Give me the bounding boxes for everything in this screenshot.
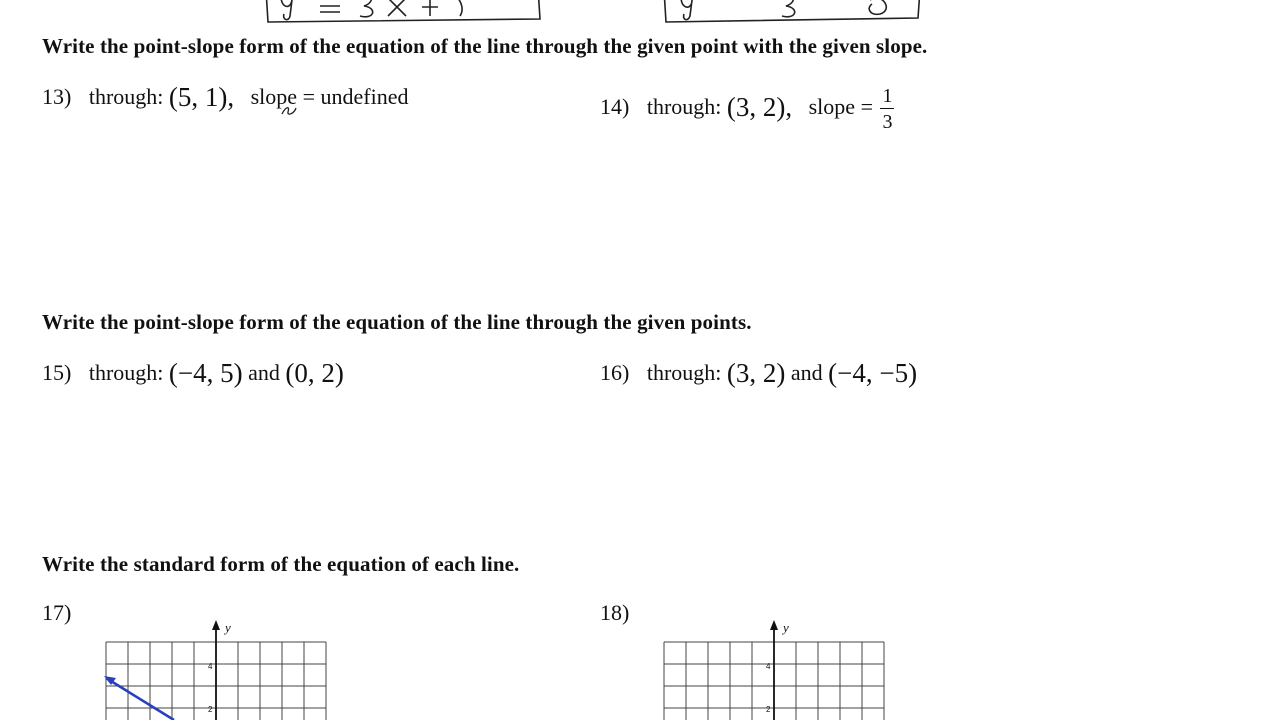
- problem-16: [600, 358, 917, 389]
- section-heading-point-slope-slope: Write the point-slope form of the equation of the line through the given point with the given slope.: [42, 34, 928, 58]
- and-label: and: [248, 360, 280, 385]
- slope-label: slope =: [250, 84, 315, 109]
- problem-14: [600, 86, 894, 132]
- y-axis-arrow: [212, 620, 220, 630]
- tick-label-2: 2: [766, 705, 771, 714]
- handwritten-answer-box-left: [260, 0, 550, 26]
- y-axis-arrow: [770, 620, 778, 630]
- handwritten-answer-box-right: [658, 0, 928, 26]
- given-point: (5, 1),: [168, 82, 235, 112]
- through-label: through:: [646, 360, 722, 385]
- problem-17-number: 17): [42, 600, 72, 625]
- problem-number: 13): [42, 84, 72, 109]
- problem-number: 16): [600, 360, 630, 385]
- tick-label-4: 4: [766, 662, 771, 671]
- coordinate-grid-17: [104, 620, 334, 720]
- y-axis-label: y: [783, 620, 789, 635]
- problem-number: 14): [600, 94, 630, 120]
- given-point: (3, 2),: [726, 92, 793, 123]
- problem-13: [42, 82, 408, 113]
- through-label: through:: [88, 84, 164, 109]
- point-a: (3, 2): [726, 358, 786, 388]
- slope-label: slope =: [808, 94, 873, 120]
- graphed-line: [106, 678, 174, 720]
- slope-denominator: 3: [882, 111, 893, 133]
- through-label: through:: [646, 94, 722, 120]
- slope-numerator: 1: [882, 85, 893, 107]
- tick-label-4: 4: [208, 662, 213, 671]
- slope-value: undefined: [320, 84, 409, 109]
- point-b: (−4, −5): [828, 358, 918, 388]
- problem-15: [42, 358, 344, 389]
- tick-label-2: 2: [208, 705, 213, 714]
- through-label: through:: [88, 360, 164, 385]
- pen-scribble-mark: [280, 102, 300, 118]
- point-b: (0, 2): [285, 358, 344, 388]
- problem-18-number: 18): [600, 600, 630, 625]
- problem-number: 15): [42, 360, 72, 385]
- section-heading-point-slope-points: Write the point-slope form of the equation of the line through the given points.: [42, 310, 752, 334]
- point-a: (−4, 5): [168, 358, 243, 388]
- and-label: and: [790, 360, 823, 385]
- y-axis-label: y: [225, 620, 231, 635]
- section-heading-standard-form: Write the standard form of the equation of each line.: [42, 552, 520, 576]
- slope-fraction: [880, 86, 894, 132]
- coordinate-grid-18: [662, 620, 892, 720]
